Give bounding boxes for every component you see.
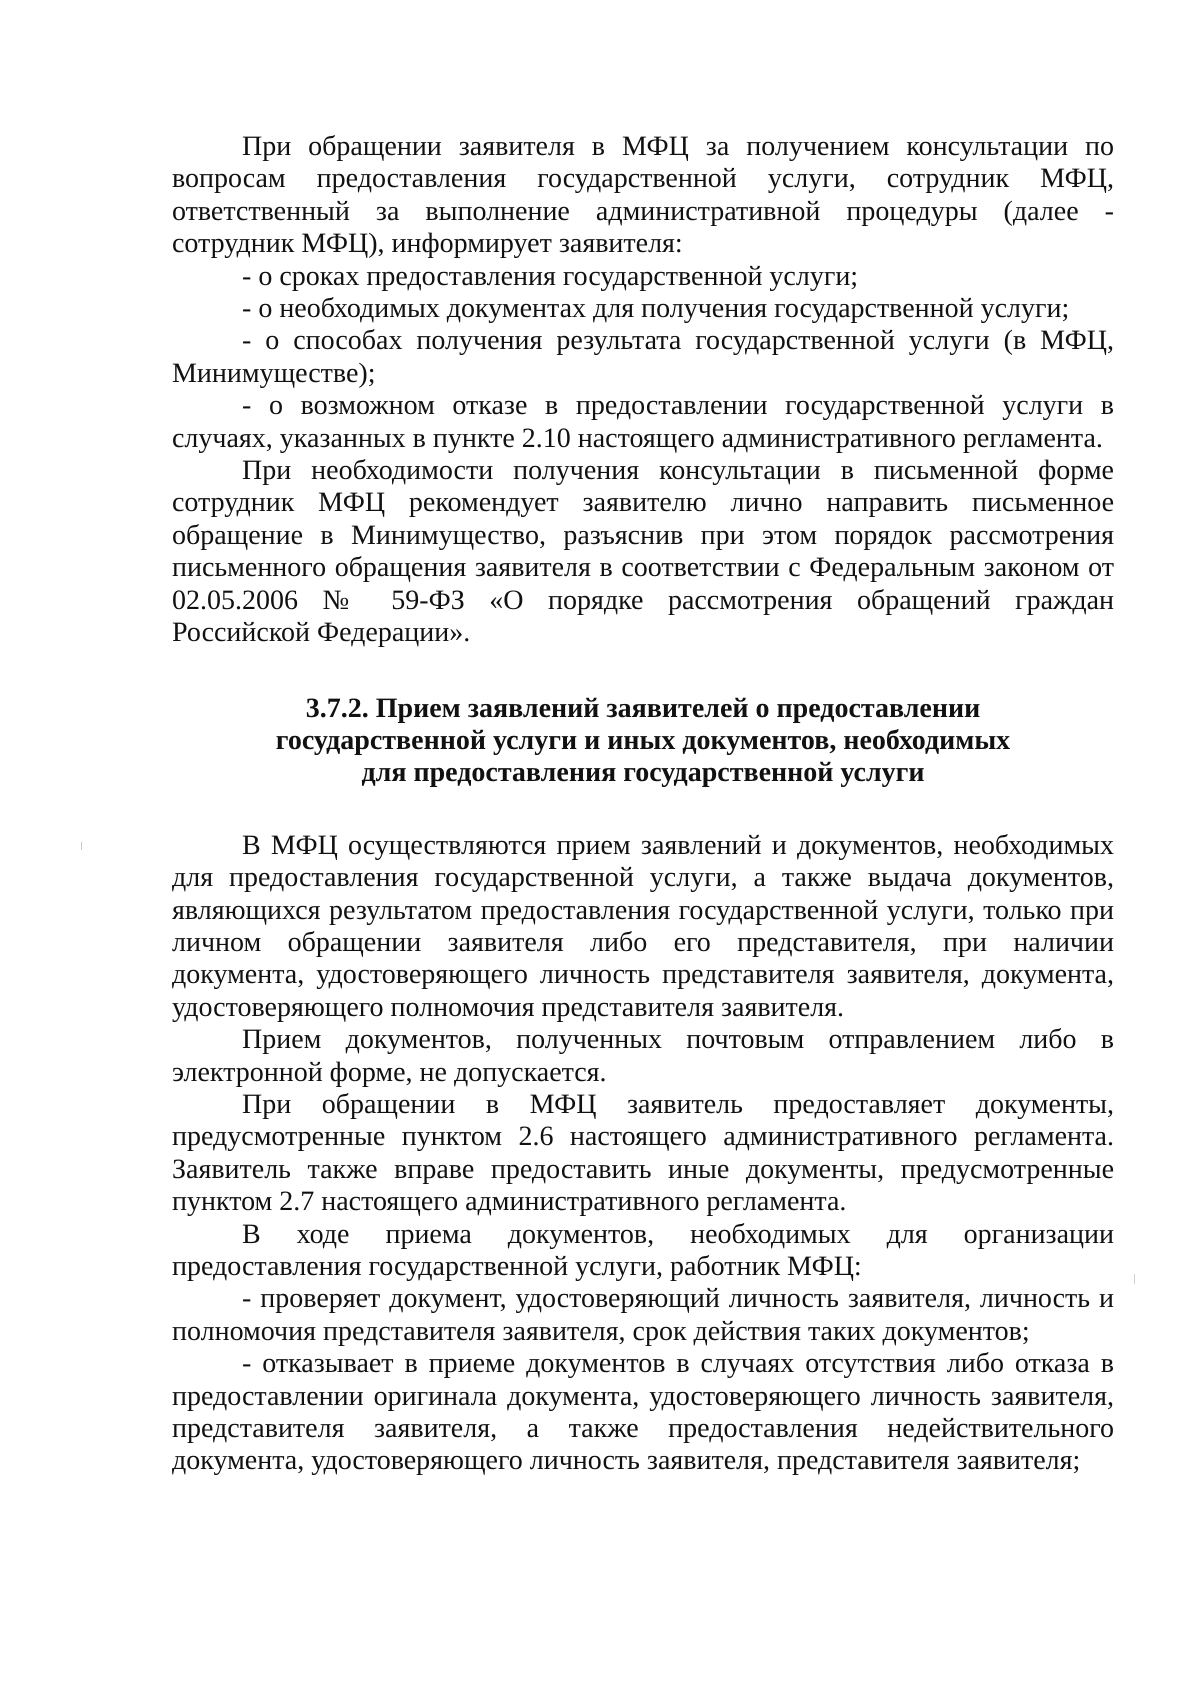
- section-paragraph-reception: В МФЦ осуществляются прием заявлений и документов, необходимых для предоставления государственной услуги, а также выдача документов, являющихся результатом предоставления государственной услуги, только при личном обращении заявителя либо его представителя, при наличии документа, удостоверяющего личность представителя заявителя, документа, удостоверяющего полномочия представителя заявителя.: [172, 829, 1114, 1023]
- document-body: [172, 131, 1114, 1478]
- section-paragraph-not-allowed: Прием документов, полученных почтовым отправлением либо в электронной форме, не допускается.: [172, 1024, 1114, 1088]
- scan-artifact-right: [1134, 1274, 1135, 1284]
- section-heading-line-1: 3.7.2. Прием заявлений заявителей о предоставлении: [305, 692, 981, 724]
- section-item-refusal: - отказывает в приеме документов в случаях отсутствия либо отказа в предоставлении оригинала документа, удостоверяющего личность заявителя, представителя заявителя, а также предоставления недействительного документа, удостоверяющего личность заявителя, представителя заявителя;: [172, 1348, 1114, 1477]
- scan-artifact-left: [81, 842, 82, 850]
- written-form-paragraph: При необходимости получения консультации в письменной форме сотрудник МФЦ рекомендует заявителю лично направить письменное обращение в Минимущество, разъяснив при этом порядок рассмотрения письменного обращения заявителя в соответствии с Федеральным законом от 02.05.2006 № 59-ФЗ «О порядке рассмотрения обращений граждан Российской Федерации».: [172, 455, 1114, 649]
- section-heading-line-3: для предоставления государственной услуги: [361, 757, 925, 789]
- section-item-check-identity: - проверяет документ, удостоверяющий личность заявителя, личность и полномочия представителя заявителя, срок действия таких документов;: [172, 1283, 1114, 1347]
- intro-item-possible-refusal: - о возможном отказе в предоставлении государственной услуги в случаях, указанных в пункте 2.10 настоящего административного регламента.: [172, 390, 1114, 454]
- section-paragraph-worker-actions: В ходе приема документов, необходимых для организации предоставления государственной услуги, работник МФЦ:: [172, 1218, 1114, 1282]
- intro-paragraph: При обращении заявителя в МФЦ за получением консультации по вопросам предоставления государственной услуги, сотрудник МФЦ, ответственный за выполнение административной процедуры (далее - сотрудник МФЦ), информирует заявителя:: [172, 131, 1114, 260]
- section-heading-text: [172, 693, 1114, 790]
- intro-item-deadlines: - о сроках предоставления государственной услуги;: [242, 260, 859, 292]
- section-heading: [172, 693, 1114, 790]
- section-heading-line-2: государственной услуги и иных документов, необходимых: [275, 724, 1011, 756]
- intro-item-required-documents: - о необходимых документах для получения государственной услуги;: [242, 293, 1070, 325]
- intro-item-result-methods: - о способах получения результата государственной услуги (в МФЦ, Минимуществе);: [172, 325, 1114, 389]
- section-paragraph-documents: При обращении в МФЦ заявитель предоставляет документы, предусмотренные пунктом 2.6 настоящего административного регламента. Заявитель также вправе предоставить иные документы, предусмотренные пунктом 2.7 настоящего административного регламента.: [172, 1088, 1114, 1218]
